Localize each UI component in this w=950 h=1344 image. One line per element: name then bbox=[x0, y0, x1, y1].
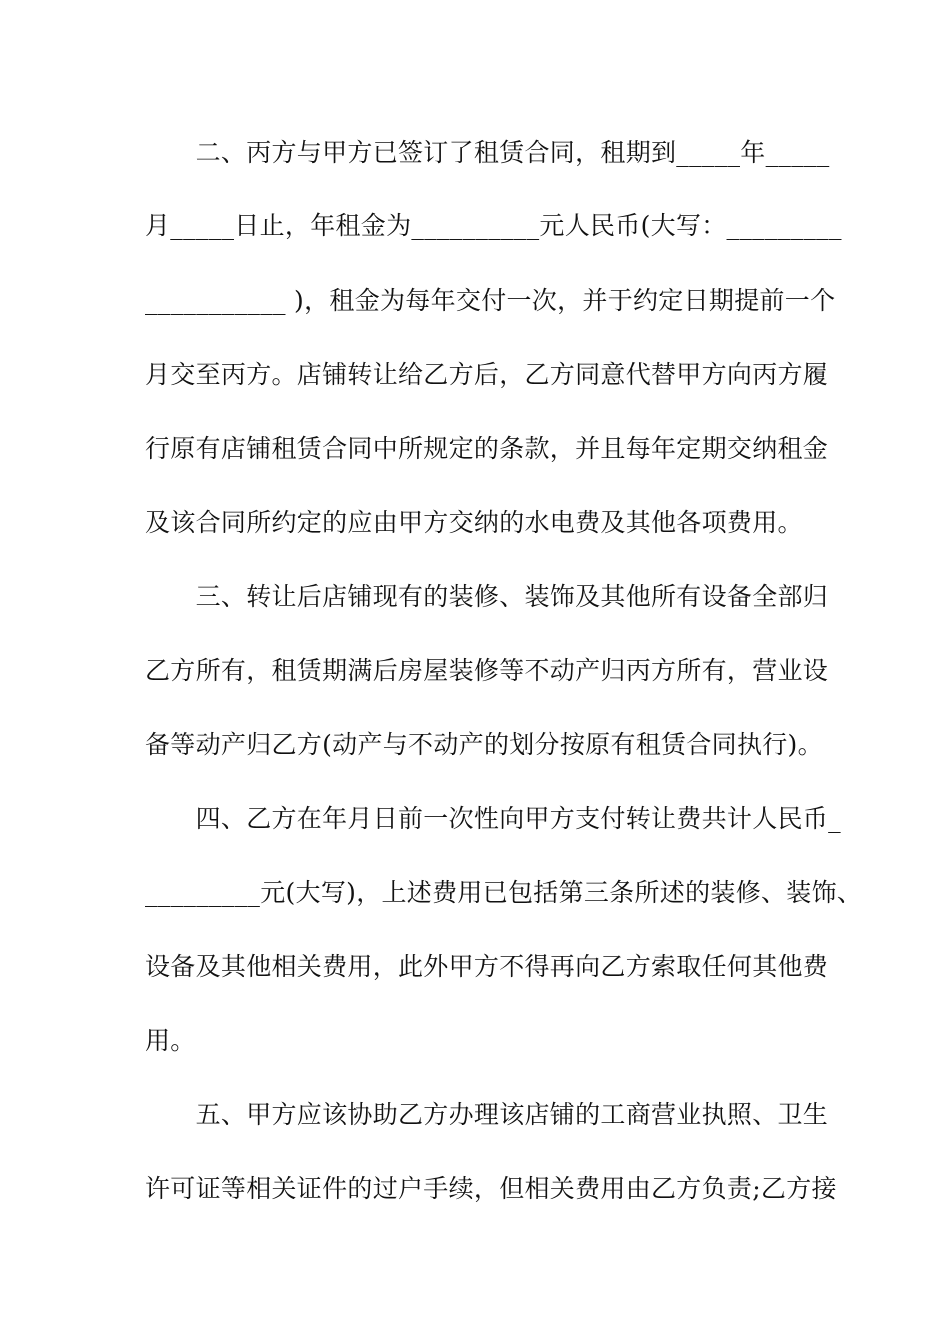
document-line: _________元(大写)，上述费用已包括第三条所述的装修、装饰、 bbox=[145, 878, 863, 907]
document-line: 四、乙方在年月日前一次性向甲方支付转让费共计人民币_ bbox=[145, 804, 841, 833]
document-line: 设备及其他相关费用，此外甲方不得再向乙方索取任何其他费 bbox=[145, 952, 829, 981]
document-line: ___________ )，租金为每年交付一次，并于约定日期提前一个 bbox=[145, 286, 836, 315]
document-line: 备等动产归乙方(动产与不动产的划分按原有租赁合同执行)。 bbox=[145, 730, 823, 759]
document-line: 及该合同所约定的应由甲方交纳的水电费及其他各项费用。 bbox=[145, 508, 803, 537]
document-line: 二、丙方与甲方已签订了租赁合同，租期到_____年_____ bbox=[145, 138, 830, 167]
document-line: 月_____日止，年租金为__________元人民币(大写：_________ bbox=[145, 211, 842, 240]
document-line: 三、转让后店铺现有的装修、装饰及其他所有设备全部归 bbox=[145, 582, 829, 611]
document-line: 乙方所有，租赁期满后房屋装修等不动产归丙方所有，营业设 bbox=[145, 656, 829, 685]
document-line: 行原有店铺租赁合同中所规定的条款，并且每年定期交纳租金 bbox=[145, 434, 829, 463]
document-line: 五、甲方应该协助乙方办理该店铺的工商营业执照、卫生 bbox=[145, 1100, 829, 1129]
document-line: 许可证等相关证件的过户手续，但相关费用由乙方负责;乙方接 bbox=[145, 1174, 837, 1203]
document-line: 月交至丙方。店铺转让给乙方后，乙方同意代替甲方向丙方履 bbox=[145, 360, 829, 389]
document-line: 用。 bbox=[145, 1026, 196, 1055]
